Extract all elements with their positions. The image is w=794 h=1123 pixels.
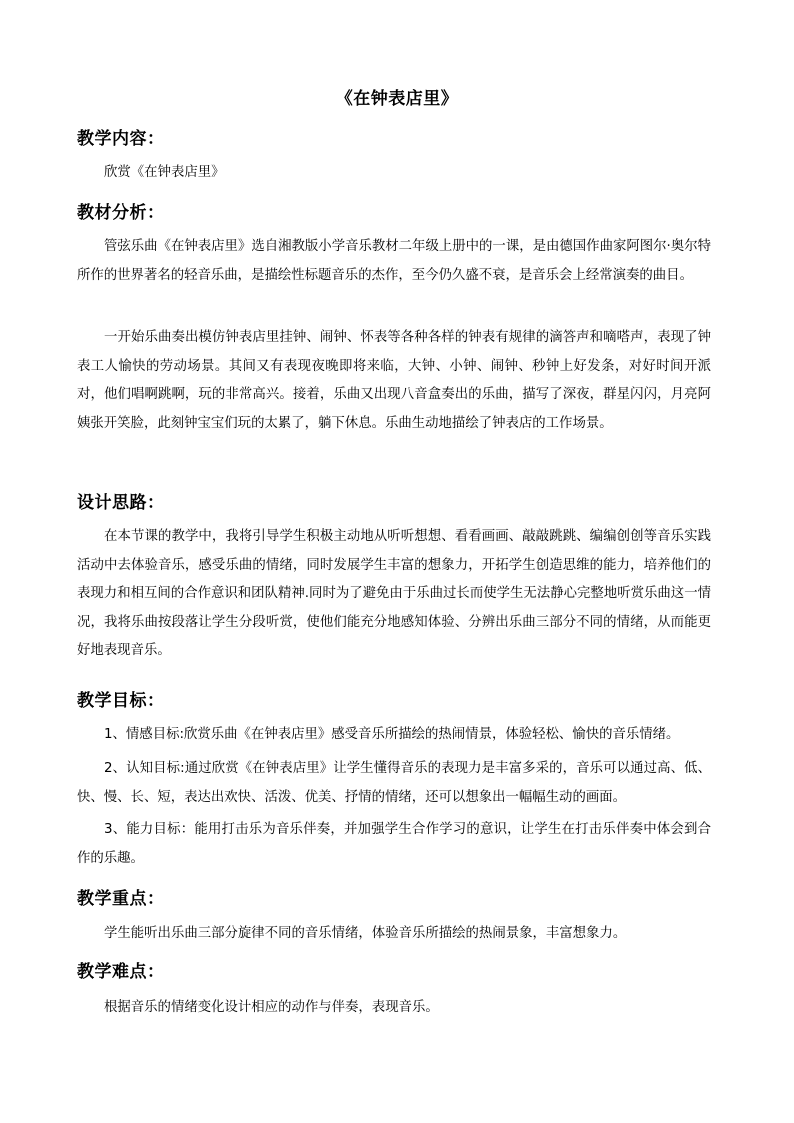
section-heading-teaching-content: 教学内容：	[77, 129, 165, 149]
section-heading-material-analysis: 教材分析：	[77, 203, 165, 223]
paragraph-design-idea: 在本节课的教学中，我将引导学生积极主动地从听听想想、看看画画、敲敲跳跳、编编创创等音乐实践活动中去体验音乐，感受乐曲的情绪，同时发展学生丰富的想象力，开拓学生创造思维的能力，培养他们的表现力和相互间的合作意识和团队精神.同时为了避免由于乐曲过长而使学生无法静心完整地听赏乐曲这一情况，我将乐曲按段落让学生分段听赏，使他们能充分地感知体验、分辨出乐曲三部分不同的情绪，从而能更好地表现音乐。	[77, 529, 711, 658]
paragraph-goal-cognition: 2、认知目标:通过欣赏《在钟表店里》让学生懂得音乐的表现力是丰富多采的，音乐可以通过高、低、快、慢、长、短，表达出欢快、活泼、优美、抒情的情绪，还可以想象出一幅幅生动的画面。	[77, 761, 711, 805]
paragraph-difficult-points: 根据音乐的情绪变化设计相应的动作与伴奏，表现音乐。	[104, 1000, 439, 1015]
section-heading-teaching-goals: 教学目标：	[77, 691, 165, 711]
document-title: 《在钟表店里》	[335, 89, 459, 109]
section-heading-difficult-points: 教学难点：	[77, 962, 165, 982]
paragraph-teaching-content: 欣赏《在钟表店里》	[104, 165, 225, 180]
paragraph-goal-ability: 3、能力目标：能用打击乐为音乐伴奏，并加强学生合作学习的意识，让学生在打击乐伴奏中体会到合作的乐趣。	[77, 822, 711, 866]
section-heading-design-idea: 设计思路：	[77, 493, 165, 513]
section-heading-key-points: 教学重点：	[77, 889, 165, 909]
paragraph-key-points: 学生能听出乐曲三部分旋律不同的音乐情绪，体验音乐所描绘的热闹景象，丰富想象力。	[104, 926, 627, 941]
paragraph-material-analysis-1: 管弦乐曲《在钟表店里》选自湘教版小学音乐教材二年级上册中的一课，是由德国作曲家阿图尔·奥尔特所作的世界著名的轻音乐曲，是描绘性标题音乐的杰作，至今仍久盛不衰，是音乐会上经常演奏的曲目。	[77, 239, 711, 283]
paragraph-goal-emotion: 1、情感目标:欣赏乐曲《在钟表店里》感受音乐所描绘的热闹情景，体验轻松、愉快的音乐情绪。	[104, 727, 680, 742]
paragraph-material-analysis-2: 一开始乐曲奏出模仿钟表店里挂钟、闹钟、怀表等各种各样的钟表有规律的滴答声和嘀嗒声，表现了钟表工人愉快的劳动场景。其间又有表现夜晚即将来临，大钟、小钟、闹钟、秒钟上好发条，对好时间开派对，他们唱啊跳啊，玩的非常高兴。接着，乐曲又出现八音盒奏出的乐曲，描写了深夜，群星闪闪，月亮阿姨张开笑脸，此刻钟宝宝们玩的太累了，躺下休息。乐曲生动地描绘了钟表店的工作场景。	[77, 330, 711, 431]
